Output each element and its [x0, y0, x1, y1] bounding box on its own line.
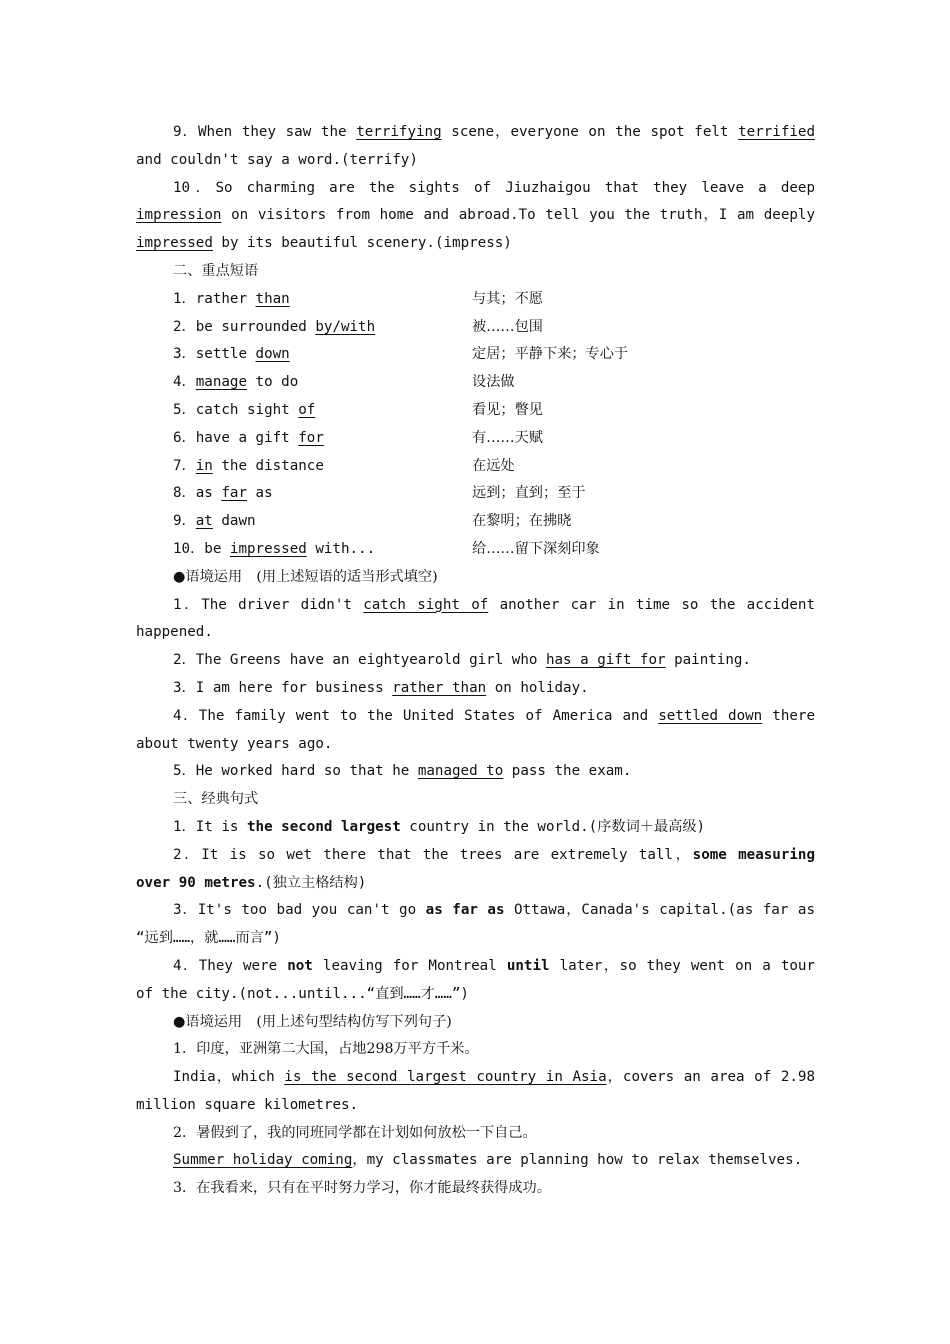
blank-answer: terrifying	[356, 124, 442, 140]
pattern-sentence-1: 1．It is the second largest country in the world.(序数词＋最高级)	[173, 818, 706, 835]
phrase-row: 8．as far as 远到；直到；至于	[136, 480, 815, 508]
pattern-sentence-3: 3．It's too bad you can't go as far as Ottawa，Canada's capital.(as far as “远到……，就……而言”)	[136, 902, 816, 947]
phrase-row: 1．rather than 与其；不愿	[136, 286, 815, 314]
exercise-item: 1．The driver didn't catch sight of another car in time so the accident happened.	[136, 596, 815, 641]
exercise-item: 2．The Greens have an eightyearold girl who has a gift for painting.	[173, 652, 751, 669]
key-structure: some measuring over 90 metres	[136, 846, 815, 891]
translation-answer: India，which is the second largest country in Asia，covers an area of 2.98 million square kilometres.	[136, 1069, 816, 1113]
blank-answer: manage	[195, 374, 247, 391]
exercise-item: 4．The family went to the United States of America and settled down there about twenty years ago.	[136, 707, 816, 752]
exercise-item: 5．He worked hard so that he managed to pass the exam.	[173, 763, 632, 780]
vocab-sentence-9: 9．When they saw the terrifying scene，everyone on the spot felt terrified and couldn't say a word.(terrify)	[136, 124, 815, 168]
item-number: 10．	[173, 179, 216, 196]
blank-answer: is the second largest country in Asia	[284, 1069, 607, 1086]
phrase-meaning: 被……包围	[472, 318, 543, 335]
blank-answer: Summer holiday coming	[173, 1152, 353, 1169]
blank-answer: than	[255, 290, 290, 307]
translation-prompt: 1．印度，亚洲第二大国，占地298万平方千米。	[173, 1041, 479, 1058]
exercise-heading: ●语境运用 (用上述短语的适当形式填空)	[173, 568, 438, 585]
phrase-row: 9．at dawn 在黎明；在拂晓	[136, 508, 815, 536]
phrase-meaning: 有……天赋	[472, 429, 543, 446]
blank-answer: in	[195, 457, 213, 474]
phrase-meaning: 定居；平静下来；专心于	[472, 346, 629, 363]
phrase-row: 10．be impressed with... 给……留下深刻印象	[136, 536, 815, 564]
phrase-row: 2．be surrounded by/with 被……包围	[136, 314, 815, 342]
phrase-row: 6．have a gift for 有……天赋	[136, 425, 815, 453]
translation-prompt: 3．在我看来，只有在平时努力学习，你才能最终获得成功。	[173, 1180, 551, 1197]
document-page	[136, 119, 815, 1203]
phrase-meaning: 看见；瞥见	[472, 401, 543, 418]
section-heading-phrases: 二、重点短语	[173, 262, 259, 279]
phrase-meaning: 在远处	[472, 457, 515, 474]
item-number: 9．	[173, 124, 198, 140]
translation-answer: Summer holiday coming，my classmates are planning how to relax themselves.	[173, 1152, 803, 1169]
exercise-item: 3．I am here for business rather than on holiday.	[173, 679, 589, 696]
blank-answer: for	[298, 429, 324, 446]
phrase-row: 4．manage to do 设法做	[136, 369, 815, 397]
phrase-meaning: 远到；直到；至于	[472, 485, 586, 502]
pattern-sentence-2: 2．It is so wet there that the trees are extremely tall，some measuring over 90 metres.(独立主格结构)	[136, 846, 815, 891]
blank-answer: far	[221, 485, 247, 502]
section-heading-sentences: 三、经典句式	[173, 791, 259, 808]
blank-answer: at	[195, 513, 213, 530]
blank-answer: impressed	[136, 235, 213, 252]
key-structure: until	[506, 957, 550, 974]
blank-answer: managed to	[417, 763, 504, 780]
blank-answer: rather than	[392, 679, 487, 696]
translation-prompt: 2．暑假到了，我的同班同学都在计划如何放松一下自己。	[173, 1124, 537, 1141]
phrase-meaning: 给……留下深刻印象	[472, 540, 600, 557]
phrase-meaning: 在黎明；在拂晓	[472, 513, 572, 530]
blank-answer: impressed	[229, 540, 307, 557]
phrase-row: 3．settle down 定居；平静下来；专心于	[136, 341, 815, 369]
blank-answer: catch sight of	[363, 596, 489, 613]
phrase-row: 7．in the distance 在远处	[136, 453, 815, 481]
blank-answer: settled down	[658, 707, 763, 724]
key-structure: the second largest	[246, 818, 401, 835]
blank-answer: impression	[136, 207, 222, 224]
key-structure: as far as	[425, 902, 505, 919]
blank-answer: has a gift for	[545, 652, 666, 669]
phrase-meaning: 设法做	[472, 374, 515, 391]
phrase-meaning: 与其；不愿	[472, 290, 543, 307]
blank-answer: by/with	[315, 318, 376, 335]
vocab-sentence-10: 10．So charming are the sights of Jiuzhaigou that they leave a deep impression on visitors from home and abroad.To tell you the truth，I am deeply impressed by its beautiful scenery.(impress)	[136, 179, 815, 252]
blank-answer: down	[255, 346, 290, 363]
pattern-sentence-4: 4．They were not leaving for Montreal until later，so they went on a tour of the city.(not...until...“直到……才……”)	[136, 957, 816, 1002]
phrase-row: 5．catch sight of 看见；瞥见	[136, 397, 815, 425]
phrase-list	[136, 286, 815, 564]
key-structure: not	[287, 957, 313, 974]
exercise-heading: ●语境运用 (用上述句型结构仿写下列句子)	[173, 1013, 452, 1030]
blank-answer: of	[298, 401, 316, 418]
blank-answer: terrified	[738, 124, 815, 140]
